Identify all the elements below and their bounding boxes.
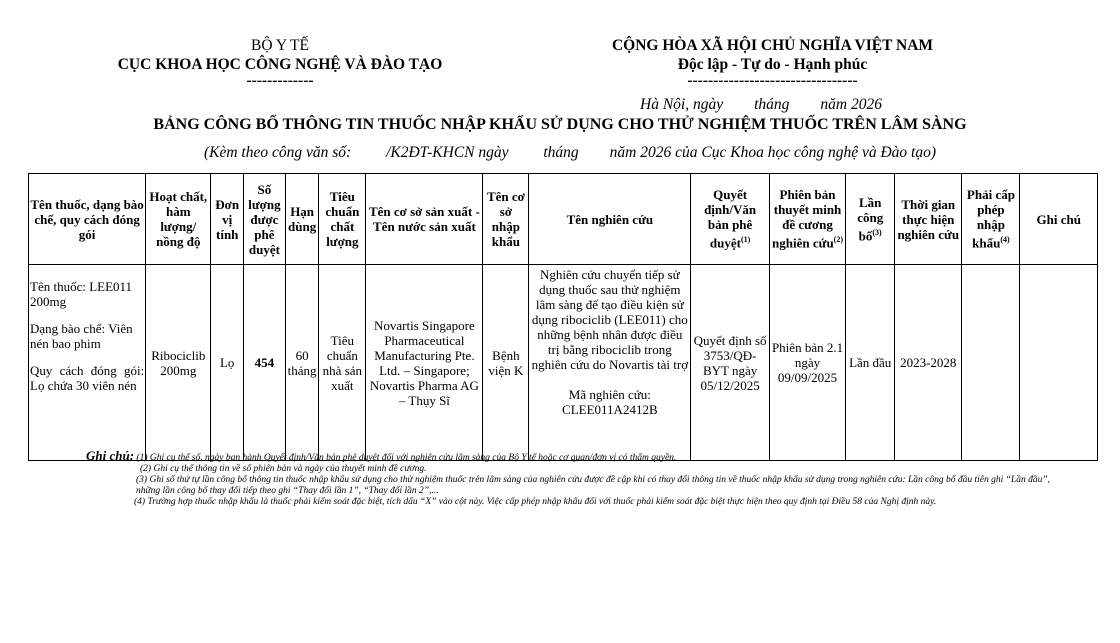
cell-import-permit [962, 265, 1020, 461]
footnotes-label: Ghi chú: [86, 448, 135, 463]
department-name: CỤC KHOA HỌC CÔNG NGHỆ VÀ ĐÀO TẠO [117, 56, 443, 73]
table-header-row [29, 174, 1098, 265]
cell-quantity: 454 [244, 265, 286, 461]
footnote-4: (4) Trường hợp thuốc nhập khẩu là thuốc phải kiểm soát đặc biệt, tích dấu “X” vào cột này. Việc cấp phép nhập khẩu đối với thuốc phải kiểm soát đặc biệt thực hiện theo quy định tại Điều 58 của Nghị định này. [134, 497, 937, 507]
header-importer: Tên cơ sở nhập khẩu [483, 174, 529, 265]
header-import-permit-label: Phải cấp phép nhập khẩu [966, 187, 1015, 251]
header-import-permit [962, 174, 1020, 265]
header-disclosure-count [846, 174, 895, 265]
cell-unit: Lọ [211, 265, 244, 461]
cell-drug-name [29, 265, 146, 461]
footnotes [86, 450, 1086, 508]
cell-manufacturer: Novartis Singapore Pharmaceutical Manufacturing Pte. Ltd. – Singapore; Novartis Pharma AG – Thụy Sĩ [366, 265, 483, 461]
footnote-1-line [86, 450, 1086, 464]
header-decision-label: Quyết định/Văn bản phê duyệt [704, 187, 757, 251]
header-manufacturer: Tên cơ sở sản xuất - Tên nước sản xuất [366, 174, 483, 265]
cell-quality-standard: Tiêu chuẩn nhà sản xuất [319, 265, 366, 461]
header-notes: Ghi chú [1020, 174, 1098, 265]
date-line: Hà Nội, ngày tháng năm 2026 [640, 96, 882, 113]
header-decision-sup: (1) [740, 235, 751, 245]
header-decision [691, 174, 769, 265]
footnote-1: (1) Ghi cụ thể số, ngày ban hành Quyết định/Văn bản phê duyệt đối với nghiên cứu lâm sàng của Bộ Y tế hoặc cơ quan/đơn vị có thẩm quyền. [136, 453, 677, 463]
header-disclosure-sup: (3) [872, 227, 882, 237]
ministry-name: BỘ Y TẾ [251, 37, 309, 54]
footnote-3: (3) Ghi số thứ tự lần công bố thông tin thuốc nhập khẩu sử dụng cho thử nghiệm thuốc trên lâm sàng của nghiên cứu được đề cập khi có thay đổi thông tin về thuốc nhập khẩu sử dụng trong nghiên cứu: Lần công bố đầu tiên ghi “Lần đầu”, những lần công bố thay đổi tiếp theo ghi “Thay đổi lần 1”, “Thay đổi lần 2”,... [136, 475, 1051, 496]
header-protocol-version [769, 174, 845, 265]
cell-duration: 2023-2028 [895, 265, 962, 461]
header-unit: Đơn vị tính [211, 174, 244, 265]
header-drug-name: Tên thuốc, dạng bào chế, quy cách đóng gói [29, 174, 146, 265]
header-quantity: Số lượng được phê duyệt [244, 174, 286, 265]
cell-disclosure-count: Lần đầu [846, 265, 895, 461]
national-motto: Độc lập - Tự do - Hạnh phúc [677, 56, 868, 73]
header-active-ingredient: Hoạt chất, hàm lượng/ nồng độ [146, 174, 211, 265]
table-row [29, 265, 1098, 461]
cell-decision: Quyết định số 3753/QĐ-BYT ngày 05/12/2025 [691, 265, 769, 461]
header-left [60, 36, 500, 88]
header-duration: Thời gian thực hiện nghiên cứu [895, 174, 962, 265]
drug-info-table [28, 173, 1098, 461]
cell-study-name [529, 265, 691, 461]
dosage-form-line: Dạng bào chế: Viên nén bao phim [30, 321, 133, 351]
header-right [560, 36, 985, 88]
header-right-divider: --------------------------------- [687, 72, 858, 89]
cell-active-ingredient: Ribociclib 200mg [146, 265, 211, 461]
document-title: BẢNG CÔNG BỐ THÔNG TIN THUỐC NHẬP KHẨU SỬ DỤNG CHO THỬ NGHIỆM THUỐC TRÊN LÂM SÀNG [153, 116, 967, 133]
document-subtitle: (Kèm theo công văn số: /K2ĐT-KHCN ngày tháng năm 2026 của Cục Khoa học công nghệ và Đào tạo) [203, 144, 936, 161]
cell-importer: Bệnh viện K [483, 265, 529, 461]
header-quality-standard: Tiêu chuẩn chất lượng [319, 174, 366, 265]
header-disclosure-label: Lần công bố [857, 194, 884, 244]
cell-notes [1020, 265, 1098, 461]
cell-expiry: 60 tháng [285, 265, 319, 461]
packaging-line: Quy cách đóng gói: Lọ chứa 30 viên nén [30, 363, 145, 393]
footnote-2: (2) Ghi cụ thể thông tin về số phiên bản và ngày của thuyết minh đề cương. [140, 464, 427, 474]
header-import-permit-sup: (4) [1000, 235, 1010, 245]
study-code: Mã nghiên cứu: CLEE011A2412B [562, 387, 658, 417]
study-title: Nghiên cứu chuyển tiếp sử dụng thuốc sau thử nghiệm lâm sàng để tạo điều kiện sử dụng ribociclib (LEE011) cho những bệnh nhân được điều trị bằng ribociclib trong nghiên cứu do Novartis tài trợ [531, 267, 689, 372]
header-expiry: Hạn dùng [285, 174, 319, 265]
header-study-name: Tên nghiên cứu [529, 174, 691, 265]
country-name: CỘNG HÒA XÃ HỘI CHỦ NGHĨA VIỆT NAM [611, 37, 934, 54]
header-protocol-sup: (2) [833, 235, 843, 245]
header-protocol-label: Phiên bản thuyết minh đề cương nghiên cứu [772, 187, 842, 251]
cell-protocol-version: Phiên bản 2.1 ngày 09/09/2025 [769, 265, 845, 461]
header-left-divider: ------------- [246, 72, 314, 89]
drug-name-line: Tên thuốc: LEE011 200mg [30, 279, 133, 309]
